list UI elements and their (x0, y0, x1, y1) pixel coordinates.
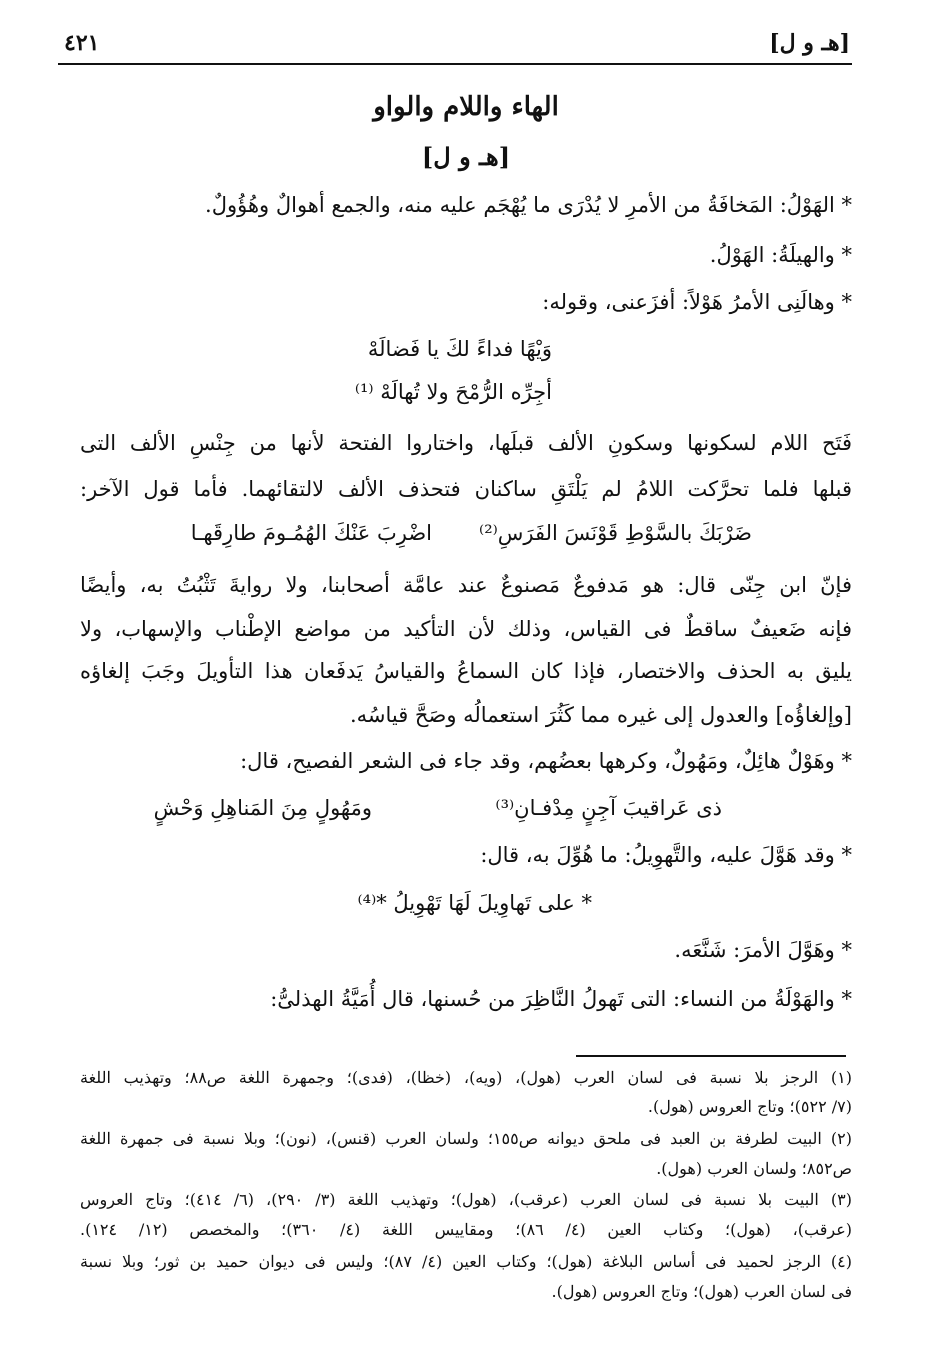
verse-line: وَيْهًا فداءً لكَ يا فَضالَهْ (367, 337, 552, 361)
section-title: الهاء واللام والواو (373, 92, 559, 122)
body-line: يليق به الحذف والاختصار، فإذا كان السماعُ والقياسُ يَدفَعان هذا التأويلَ وجَبَ إلغاؤه (80, 659, 852, 683)
footnote-line: ص٨٥٢؛ ولسان العرب (هول). (656, 1159, 852, 1178)
body-line: * والهيلَةُ: الهَوْلُ. (709, 243, 852, 267)
body-line: فَتَح اللام لسكونها وسكونِ الألف قبلَها، واختاروا الفتحة لأنها من جِنْسِ الألف التى (80, 431, 852, 455)
entry-title: [هـ و ل] (421, 142, 511, 171)
footnote-rule (576, 1055, 846, 1057)
body-line: * وقد هَوَّلَ عليه، والتَّهوِيلُ: ما هُوِّلَ به، قال: (480, 843, 852, 867)
verse-hemistich: ومَهُولٍ مِنَ المَناهِلِ وَحْشٍ (153, 796, 372, 820)
verse-line: أجِرِّه الرُّمْحَ ولا تُهالَهْ ⁽¹⁾ (354, 380, 552, 404)
page-number: ٤٢١ (64, 30, 100, 56)
verse-line: * على تَهاوِيلَ لَهَا تَهْوِيلُ *⁽⁴⁾ (357, 891, 592, 915)
footnote-line: (٤) الرجز لحميد فى أساس البلاغة (هول)؛ وكتاب العين (٤/ ٨٧)؛ وليس فى ديوان حميد بن ثور؛ وبلا نسبة (80, 1252, 852, 1271)
footnote-line: (١) الرجز بلا نسبة فى لسان العرب (هول)، (ويه)، (خظا)، (فدى)؛ وجمهرة اللغة ص٨٨؛ وتهذيب اللغة (80, 1068, 852, 1087)
footnote-line: (٣) البيت بلا نسبة فى لسان العرب (عرقب)، (هول)؛ وتهذيب اللغة (٣/ ٢٩٠)، (٦/ ٤١٤)؛ وتاج العروس (80, 1190, 853, 1209)
verse-hemistich: ذى عَراقيبَ آجِنٍ مِدْفـانِ⁽³⁾ (495, 796, 722, 820)
footnote-line: (٧/ ٥٢٢)؛ وتاج العروس (هول). (647, 1097, 852, 1116)
body-line: * الهَوْلُ: المَخافَةُ من الأمرِ لا يُدْرَى ما يُهْجَم عليه منه، والجمع أهوالٌ وهُؤُولٌ. (205, 193, 852, 217)
footnote-line: فى لسان العرب (هول)؛ وتاج العروس (هول). (551, 1282, 852, 1301)
body-line: * وهَوَّلَ الأمرَ: شَنَّعَه. (674, 938, 852, 962)
body-line: [وإلغاؤُه] والعدول إلى غيره مما كَثُرَ استعمالُه وصَحَّ قياسُه. (349, 703, 852, 727)
body-line: فإنّ ابن جِنّى قال: هو مَدفوعٌ مَصنوعٌ عند عامَّة أصحابنا، ولا روايةَ تَثْبُتُ به، وأيضًا (80, 573, 852, 597)
header-rule (58, 63, 852, 65)
footnote-line: (٢) البيت لطرفة بن العبد فى ملحق ديوانه ص١٥٥؛ ولسان العرب (قنس)، (نون)؛ وبلا نسبة فى جمهرة اللغة (80, 1129, 852, 1148)
running-head: [هـ و ل] (769, 30, 850, 56)
body-line: * والهَوْلَةُ من النساء: التى تَهولُ النَّاظِرَ من حُسنها، قال أُمَيَّةُ الهذلىُّ: (270, 987, 852, 1011)
body-line: فإنه ضَعيفٌ ساقطٌ فى القياس، وذلك لأن التأكيد من مواضع الإطْناب والإسهاب، ولا (80, 617, 852, 641)
body-line: * وهالَنِى الأمرُ هَوْلاً: أفزَعنى، وقوله: (542, 290, 852, 314)
body-line: قبلها فلما تحرَّكت اللامُ لم يَلْتَقِ ساكنان فتحذف الألف لالتقائهما. فأما قول الآخر: (80, 477, 852, 501)
verse-hemistich: ضَرْبَكَ بالسَّوْطِ قَوْنَسَ الفَرَسِ⁽²⁾ (479, 521, 752, 545)
verse-hemistich: اضْرِبَ عَنْكَ الهُمُـومَ طارِقَهـا (190, 521, 432, 545)
body-line: * وهَوْلٌ هائِلٌ، ومَهُولٌ، وكرهها بعضُهم، وقد جاء فى الشعر الفصيح، قال: (240, 749, 852, 773)
footnote-line: (عرقب)، (هول)؛ وكتاب العين (٤/ ٨٦)؛ ومقاييس اللغة (٤/ ٣٦٠)؛ والمخصص (١٢/ ١٢٤). (80, 1220, 853, 1239)
